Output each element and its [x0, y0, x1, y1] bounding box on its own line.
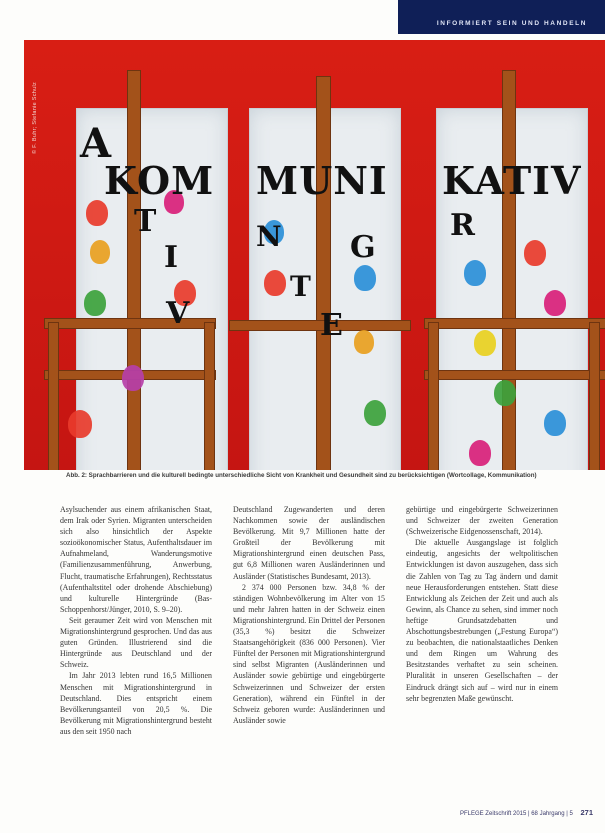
photo-word-collage — [24, 40, 605, 470]
section-tag: INFORMIERT SEIN UND HANDELN — [436, 20, 587, 27]
figure-caption: Abb. 2: Sprachbarrieren und die kulturell bedingte unterschiedliche Sicht von Krankheit und Gesundheit sind zu berücksichtigen (Wortcollage, Kommunikation) — [66, 472, 537, 479]
page-footer — [460, 808, 593, 817]
collage-letter-g: G — [350, 230, 377, 265]
collage-letter-a: A — [80, 120, 113, 167]
painted-hand — [86, 200, 108, 226]
collage-letter-t2: T — [290, 270, 312, 303]
text-column-3 — [406, 504, 558, 704]
collage-letter-t: T — [134, 204, 158, 239]
painted-hand — [544, 410, 566, 436]
journal-reference: PFLEGE Zeitschrift 2015 | 68 Jahrgang | 5 — [459, 811, 573, 817]
photo-credit: © F. Buhr; Stefanie Schulz — [32, 81, 38, 154]
collage-letter-e: E — [320, 308, 344, 343]
painted-hand — [474, 330, 496, 356]
easel-post — [127, 70, 141, 470]
paragraph: 2 374 000 Personen bzw. 34,8 % der ständigen Wohnbevölkerung im Alter von 15 und mehr Jahren hatten in der Schweiz einen Migrationshintergrund. Ein Drittel der Personen (35,3 %) besitzt die Schweizer Staatsangehörigkeit (836 000 Personen). Vier Fünftel der Personen mit Migrationshintergrund sind selbst Migranten (Ausländerinnen und Ausländer sowie gebürtige und eingebürgerte Schweizerinnen und Schweizer der ersten Generation), während ein Fünftel in der Schweiz geboren wurde: Ausländerinnen und Ausländer sowie — [233, 582, 385, 725]
painted-hand — [354, 330, 374, 354]
easel-beam — [424, 370, 605, 380]
painted-hand — [122, 365, 144, 391]
painted-hand — [464, 260, 486, 286]
collage-letter-v: V — [166, 296, 191, 331]
paragraph: Seit geraumer Zeit wird von Menschen mit Migrationshintergrund gesprochen. Und das aus guten Gründen. Illustrierend sind die Hintergründe aus Deutschland und der Schweiz. — [60, 615, 212, 670]
painted-hand — [524, 240, 546, 266]
painted-hand — [544, 290, 566, 316]
paragraph: Im Jahr 2013 lebten rund 16,5 Millionen Menschen mit Migrationshintergrund in Deutschland. Dies entspricht einem Bevölkerungsanteil von 20,5 %. Die Bevölkerung mit Migrationshintergrund besteht aus den seit 1950 nach — [60, 671, 212, 736]
easel-leg — [589, 322, 600, 470]
text-column-1 — [60, 504, 212, 737]
easel-leg — [204, 322, 215, 470]
easel-post — [316, 76, 331, 470]
paragraph: Deutschland Zugewanderten und deren Nachkommen sowie der ausländischen Bevölkerung. Mit 9,7 Millionen hatte der Großteil der Bevölkerung mit Migrationshintergrund einen deutschen Pass, gut 6,8 Millionen waren Ausländerinnen und Ausländer (Statistisches Bundesamt, 2013). — [233, 505, 385, 581]
text-column-2 — [233, 504, 385, 726]
painted-hand — [68, 410, 92, 438]
paragraph: Asylsuchender aus einem afrikanischen Staat, dem Irak oder Syrien. Migranten unterscheiden sich also hinsichtlich der Aspekte sozioökonomischer Status, Aufenthaltsdauer im Aufnahmeland, Wanderungsmotive (Familienzusammenführung, Anwerbung, Flucht, traumatische Erfahrungen), Rechtsstatus (Aufenthaltstitel oder drohende Abschiebung) und kulturelle Hintergründe (Bas-Schoppenhorst/Jünger, 2010, S. 9–20). — [60, 505, 212, 614]
easel-post — [502, 70, 516, 470]
easel-leg — [48, 322, 59, 470]
collage-word-muni: MUNI — [256, 158, 388, 203]
easel-leg — [428, 322, 439, 470]
painted-hand — [354, 265, 376, 291]
collage-word-kom: KOM — [104, 158, 215, 203]
paragraph: gebürtige und eingebürgerte Schweizerinnen und Schweizer der zweiten Generation (Schweizerische Eidgenossenschaft, 2014). — [406, 505, 558, 537]
painted-hand — [364, 400, 386, 426]
page-number: 271 — [580, 808, 593, 817]
painted-hand — [469, 440, 491, 466]
painted-hand — [494, 380, 516, 406]
easel-beam — [424, 318, 605, 329]
collage-letter-i: I — [164, 240, 180, 275]
collage-word-kativ: KATIV — [442, 158, 582, 203]
painted-hand — [84, 290, 106, 316]
painted-hand — [264, 270, 286, 296]
paragraph: Die aktuelle Ausgangslage ist folglich eindeutig, angesichts der weltpolitischen Entwicklungen ist davon auszugehen, dass sich die Zahlen von Tag zu Tag ändern und damit neue Herausforderungen entstehen. Statt diese Entwicklung als Zeichen der Zeit und auch als Gewinn, als Chance zu sehen, sind immer noch heftige Grundsatzdebatten und Abschottungsbestrebungen („Festung Europa“) zu beobachten, die nationalstaatliches Denken und dem Ringen um Wahrung des Besitzstandes verhaftet zu sein scheinen. Pluralität in unseren Gesellschaften – der Eindruck drängt sich auf – wird nur in einem sehr begrenzten Maße gewünscht. — [406, 538, 558, 703]
header-bar — [398, 0, 605, 34]
collage-letter-n: N — [256, 220, 283, 253]
painted-hand — [90, 240, 110, 264]
collage-letter-r: R — [450, 208, 476, 243]
